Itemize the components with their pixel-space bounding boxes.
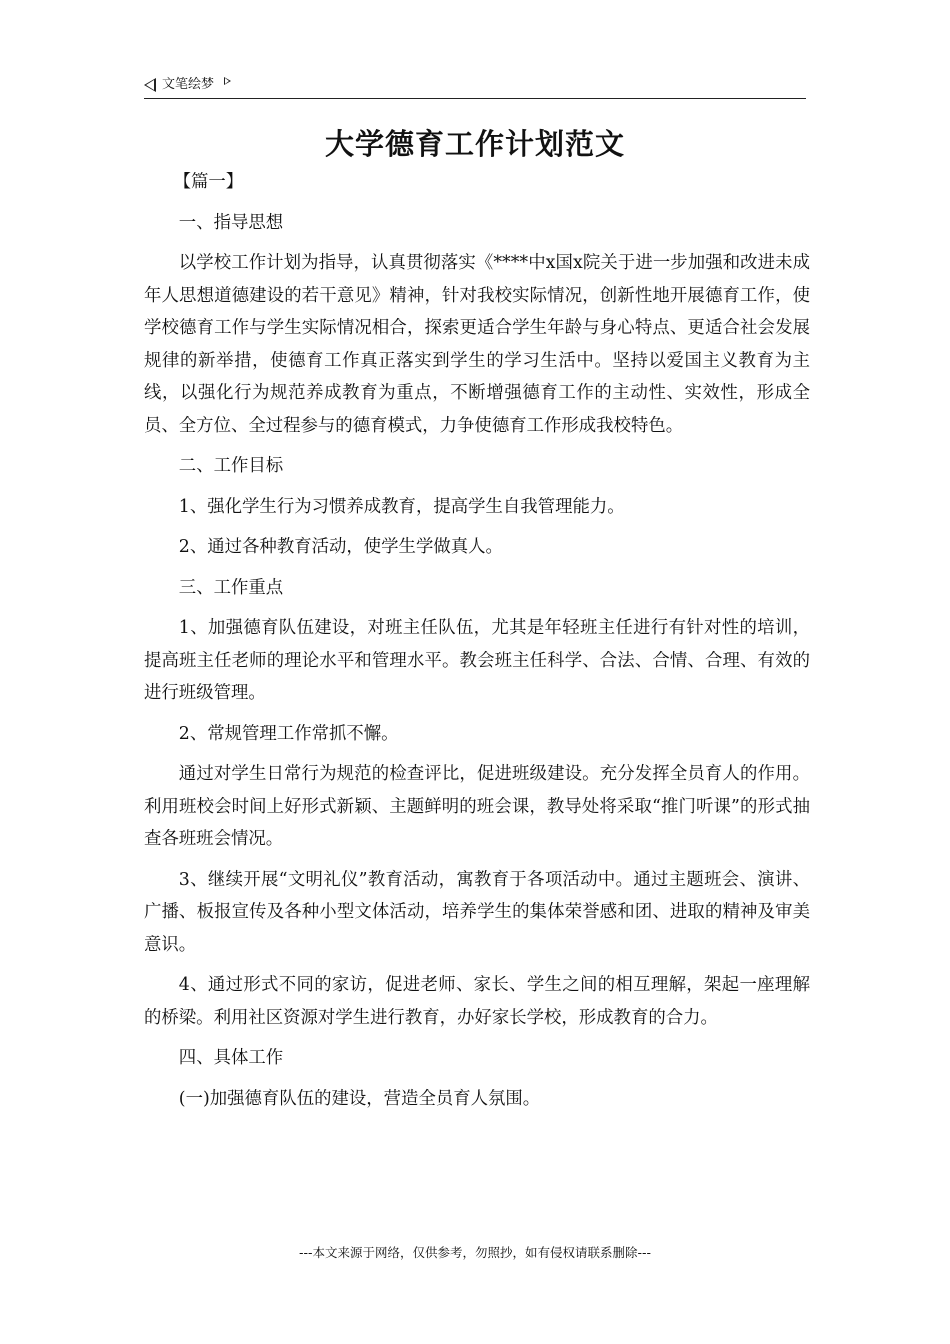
heading-guiding-ideology: 一、指导思想 xyxy=(178,212,284,233)
triangle-right-icon xyxy=(224,77,231,85)
document-body xyxy=(144,166,810,1123)
paragraph-focus-2-detail: 通过对学生日常行为规范的检查评比，促进班级建设。充分发挥全员育人的作用。利用班校会时间上好形式新颖、主题鲜明的班会课，教导处将采取“推门听课”的形式抽查各班班会情况。 xyxy=(144,764,810,849)
paragraph-goal-2: 2、通过各种教育活动，使学生学做真人。 xyxy=(178,537,503,557)
paragraph-focus-1: 1、加强德育队伍建设，对班主任队伍，尤其是年轻班主任进行有针对性的培训，提高班主任老师的理论水平和管理水平。教会班主任科学、合法、合情、合理、有效的进行班级管理。 xyxy=(144,618,810,703)
section-label: 【篇一】 xyxy=(173,172,244,192)
document-title: 大学德育工作计划范文 xyxy=(324,127,625,161)
page-footer: ---本文来源于网络，仅供参考，勿照抄，如有侵权请联系删除--- xyxy=(298,1245,652,1260)
paragraph-focus-3: 3、继续开展“文明礼仪”教育活动，寓教育于各项活动中。通过主题班会、演讲、广播、板报宣传及各种小型文体活动，培养学生的集体荣誉感和团、进取的精神及审美意识。 xyxy=(144,869,810,955)
heading-specific-work: 四、具体工作 xyxy=(178,1048,284,1068)
paragraph-specific-1: (一)加强德育队伍的建设，营造全员育人氛围。 xyxy=(178,1088,541,1109)
page-header xyxy=(144,72,806,99)
paragraph-focus-2: 2、常规管理工作常抓不懈。 xyxy=(178,723,399,744)
header-text: 文笔绘梦 xyxy=(162,77,215,92)
paragraph-guiding-ideology: 以学校工作计划为指导，认真贯彻落实《****中x国x院关于进一步加强和改进未成年人思想道德建设的若干意见》精神，针对我校实际情况，创新性地开展德育工作，使学校德育工作与学生实际情况相合，探索更适合学生年龄与身心特点、更适合社会发展规律的新举措，使德育工作真正落实到学生的学习生活中。坚持以爱国主义教育为主线，以强化行为规范养成教育为重点，不断增强德育工作的主动性、实效性，形成全员、全方位、全过程参与的德育模式，力争使德育工作形成我校特色。 xyxy=(144,253,810,436)
triangle-left-icon xyxy=(144,78,156,92)
heading-work-focus: 三、工作重点 xyxy=(178,577,284,598)
paragraph-goal-1: 1、强化学生行为习惯养成教育，提高学生自我管理能力。 xyxy=(178,496,625,517)
heading-work-goals: 二、工作目标 xyxy=(178,456,284,476)
paragraph-focus-4: 4、通过形式不同的家访，促进老师、家长、学生之间的相互理解，架起一座理解的桥梁。利用社区资源对学生进行教育，办好家长学校，形成教育的合力。 xyxy=(144,975,810,1028)
